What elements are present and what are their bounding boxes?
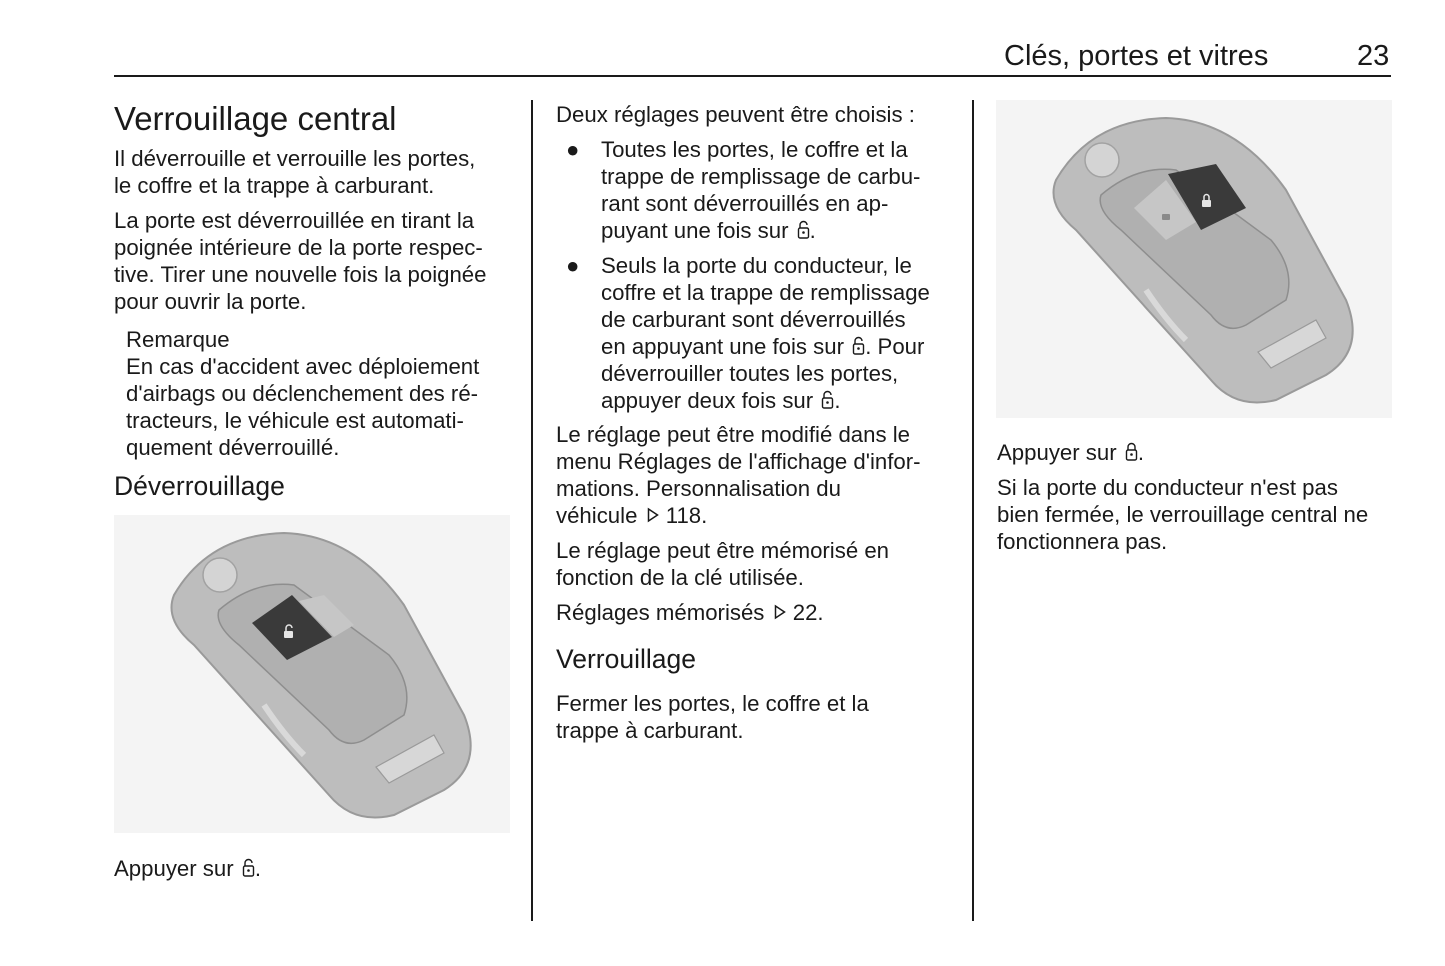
door-unlock-paragraph [114,207,514,315]
page-reference[interactable]: 118 [665,503,702,528]
menu-name-settings: Réglages [617,449,712,474]
unlock-symbol-icon [242,858,255,878]
text-line: Seuls la porte du conducteur, le [601,253,912,278]
text-line: mations. Personnalisation du [556,476,841,501]
text-line: Le réglage peut être mémorisé en [556,538,890,563]
text-line: puyant une fois sur . [601,218,816,243]
running-header-title: Clés, portes et vitres [1004,40,1269,72]
warning-paragraph [997,474,1397,555]
text-line: Fermer les portes, le coffre et la [556,691,869,716]
reference-arrow-icon [773,602,787,622]
text-line: menu Réglages de l'affichage d'infor- [556,449,921,474]
key-fob-unlock-illustration [114,515,510,833]
key-fob-lock-illustration [996,100,1392,418]
text-line: déverrouiller toutes les portes, [601,361,899,386]
text-line: tracteurs, le véhicule est automati- [126,408,464,433]
figure-caption-unlock: Appuyer sur . [114,856,261,881]
list-item [556,252,956,414]
saved-settings-reference: Réglages mémorisés 22. [556,600,824,625]
text-line: le coffre et la trappe à carburant. [114,173,435,198]
text-line: fonction de la clé utilisée. [556,565,804,590]
text-line: Si la porte du conducteur n'est pas [997,475,1338,500]
text-line: d'airbags ou déclenchement des ré- [126,381,479,406]
text-line: appuyer deux fois sur . [601,388,841,413]
list-item [556,136,956,244]
lock-symbol-icon [1125,442,1138,462]
reference-arrow-icon [646,505,660,525]
header-rule [114,75,1391,77]
text-line: véhicule 118. [556,503,708,528]
text-line: bien fermée, le verrouillage central ne [997,502,1369,527]
subheading-unlocking: Déverrouillage [114,471,285,501]
text-line: pour ouvrir la porte. [114,289,307,314]
text-line: En cas d'accident avec déploiement [126,354,480,379]
unlock-symbol-icon [797,220,810,240]
text-line: coffre et la trappe de remplissage [601,280,930,305]
subheading-locking: Verrouillage [556,644,696,674]
unlock-symbol-icon [821,390,834,410]
text-line: trappe à carburant. [556,718,744,743]
settings-options-list [556,136,956,414]
bullet-dot: ● [566,253,580,278]
text-line: Le réglage peut être modifié dans le [556,422,911,447]
settings-change-paragraph [556,421,956,529]
section-heading: Verrouillage central [114,100,397,137]
locking-paragraph [556,690,956,744]
intro-paragraph [114,145,514,199]
column-divider-left [531,100,533,921]
note-box [126,326,516,461]
note-label: Remarque [126,327,230,352]
text-line: rant sont déverrouillés en ap- [601,191,889,216]
text-line: trappe de remplissage de carbu- [601,164,921,189]
page-reference[interactable]: 22 [792,600,818,625]
page-number: 23 [1357,40,1390,72]
text-line: Toutes les portes, le coffre et la [601,137,908,162]
text-line: Il déverrouille et verrouille les portes, [114,146,476,171]
settings-intro: Deux réglages peuvent être choisis : [556,102,915,127]
figure-caption-lock: Appuyer sur . [997,440,1144,465]
text-line: tive. Tirer une nouvelle fois la poignée [114,262,487,287]
text-line: de carburant sont déverrouillés [601,307,906,332]
bullet-dot: ● [566,137,580,162]
text-line: en appuyant une fois sur . Pour [601,334,925,359]
text-line: fonctionnera pas. [997,529,1168,554]
memorize-paragraph [556,537,956,591]
text-line: quement déverrouillé. [126,435,340,460]
text-line: poignée intérieure de la porte respec- [114,235,483,260]
text-line: La porte est déverrouillée en tirant la [114,208,475,233]
unlock-symbol-icon [852,336,865,356]
column-divider-right [972,100,974,921]
